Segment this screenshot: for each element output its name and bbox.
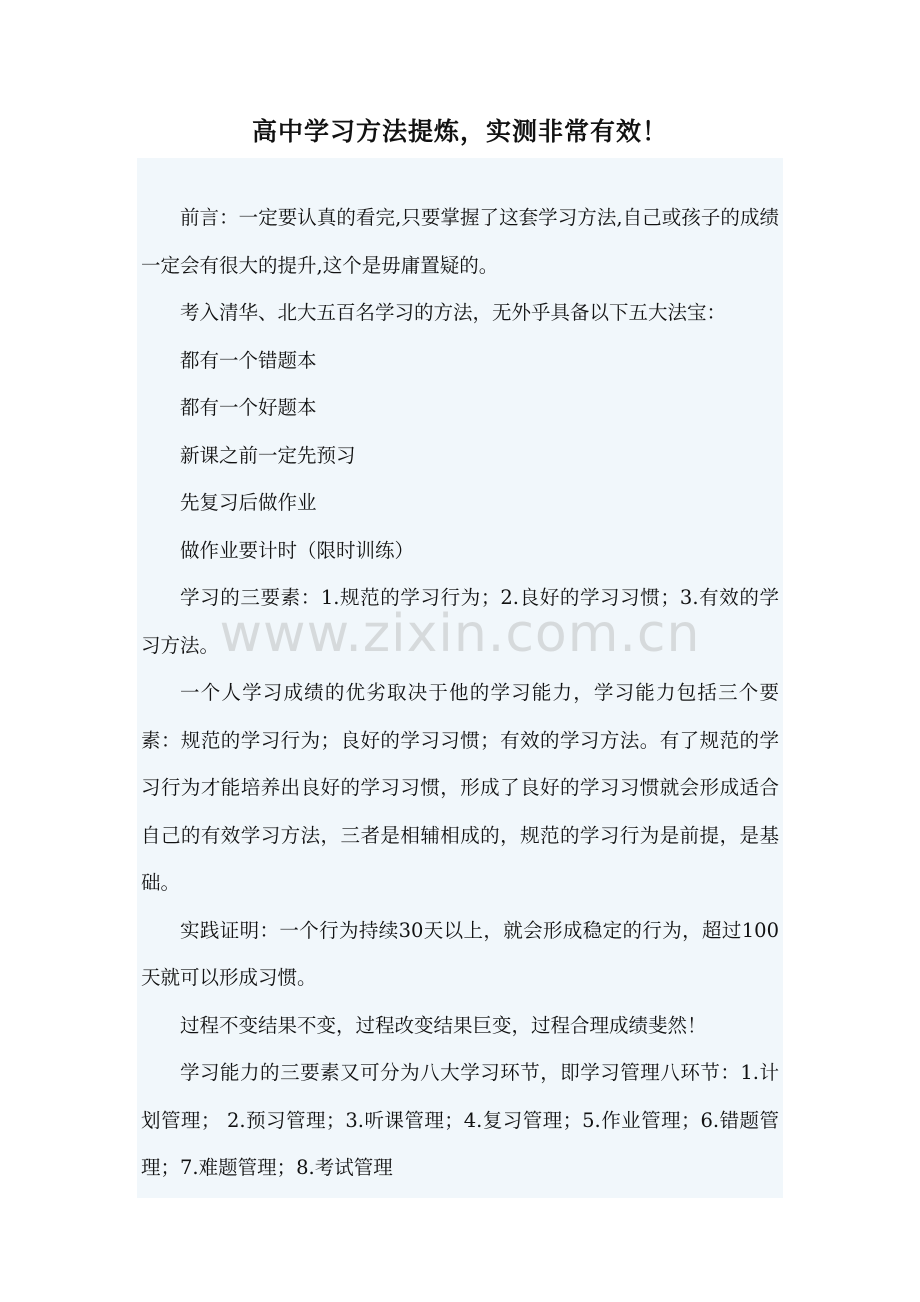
eight-steps-paragraph: 学习能力的三要素又可分为八大学习环节，即学习管理八环节：1.计划管理； 2.预习管理；3.听课管理；4.复习管理；5.作业管理；6.错题管理；7.难题管理；8.考试管理	[141, 1061, 779, 1179]
treasure-item-2: 都有一个好题本	[180, 396, 317, 419]
treasure-item-4: 先复习后做作业	[180, 491, 317, 514]
three-elements-paragraph: 学习的三要素：1.规范的学习行为；2.良好的学习习惯；3.有效的学习方法。	[141, 586, 779, 657]
document-title: 高中学习方法提炼，实测非常有效！	[251, 117, 668, 146]
five-treasures-intro: 考入清华、北大五百名学习的方法，无外乎具备以下五大法宝：	[180, 301, 727, 324]
watermark: www.zixin.com.cn	[219, 604, 701, 664]
treasure-item-5: 做作业要计时（限时训练）	[180, 538, 415, 562]
treasure-item-3: 新课之前一定先预习	[180, 443, 356, 467]
practice-proof-paragraph: 实践证明：一个行为持续30天以上，就会形成稳定的行为，超过100天就可以形成习惯。	[141, 918, 779, 989]
treasure-item-1: 都有一个错题本	[180, 348, 317, 372]
document-body	[137, 158, 783, 1198]
learning-ability-paragraph: 一个人学习成绩的优劣取决于他的学习能力，学习能力包括三个要素：规范的学习行为；良好的学习习惯；有效的学习方法。有了规范的学习行为才能培养出良好的学习习惯，形成了良好的学习习惯就会形成适合自己的有效学习方法，三者是相辅相成的，规范的学习行为是前提，是基础。	[141, 681, 779, 894]
preface-paragraph: 前言：一定要认真的看完,只要掌握了这套学习方法,自己或孩子的成绩一定会有很大的提升,这个是毋庸置疑的。	[141, 206, 779, 277]
process-paragraph: 过程不变结果不变，过程改变结果巨变，过程合理成绩斐然！	[180, 1013, 707, 1037]
